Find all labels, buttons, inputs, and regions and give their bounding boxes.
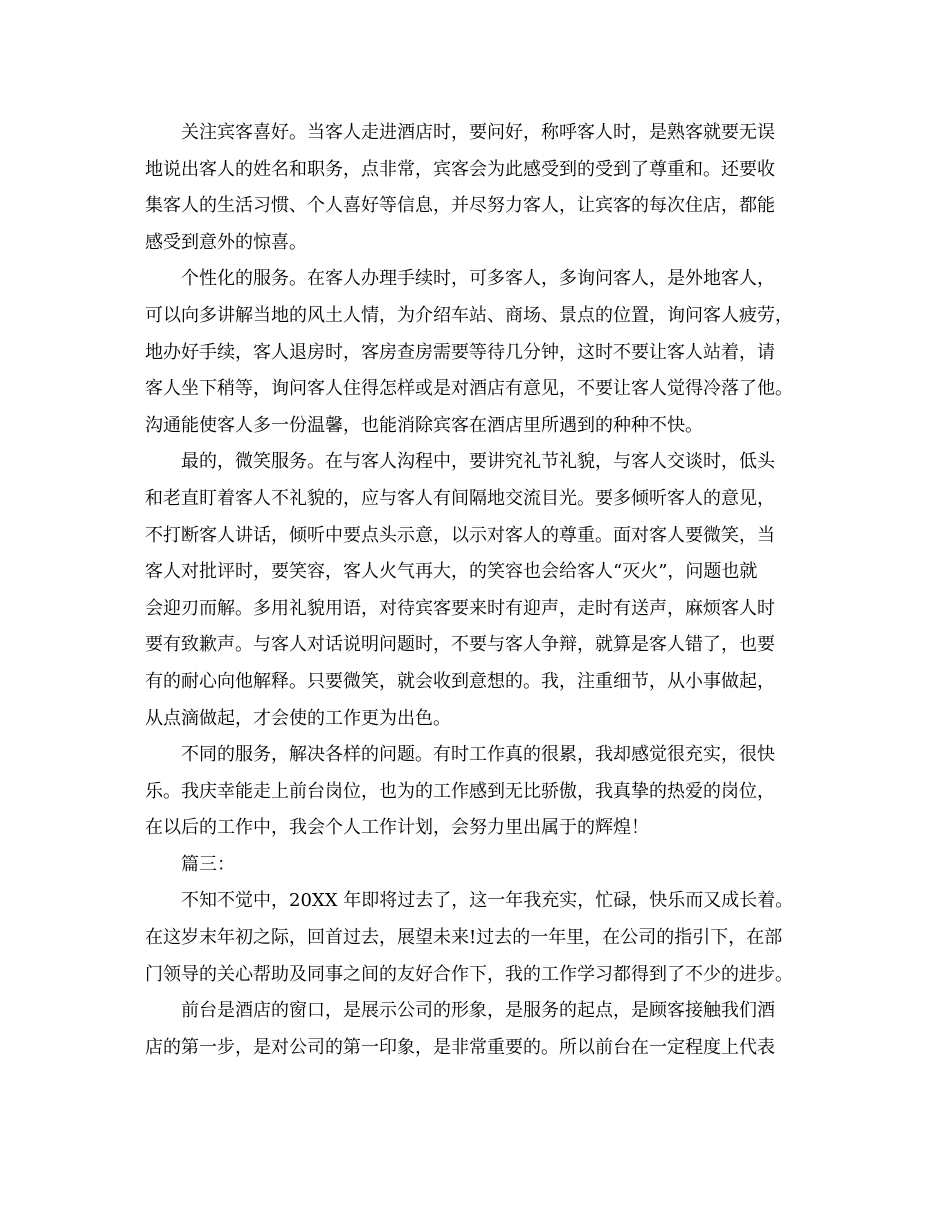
text-line: 门领导的关心帮助及同事之间的友好合作下，我的工作学习都得到了不少的进步。 bbox=[145, 963, 793, 985]
text-line: 最的，微笑服务。在与客人沟程中，要讲究礼节礼貌，与客人交谈时，低头 bbox=[181, 451, 775, 473]
text-line: 地说出客人的姓名和职务，点非常，宾客会为此感受到的受到了尊重和。还要收 bbox=[145, 158, 775, 180]
text-line: 感受到意外的惊喜。 bbox=[145, 231, 307, 253]
text-line: 要有致歉声。与客人对话说明问题时，不要与客人争辩，就算是客人错了，也要 bbox=[145, 634, 775, 656]
text-line: 可以向多讲解当地的风土人情，为介绍车站、商场、景点的位置，询问客人疲劳， bbox=[145, 304, 793, 326]
text-line: 在这岁末年初之际，回首过去，展望未来!过去的一年里，在公司的指引下，在部 bbox=[145, 927, 783, 949]
text-line: 前台是酒店的窗口，是展示公司的形象，是服务的起点，是顾客接触我们酒 bbox=[181, 1000, 775, 1022]
text-line: 沟通能使客人多一份温馨，也能消除宾客在酒店里所遇到的种种不快。 bbox=[145, 414, 703, 436]
text-line: 不知不觉中，20XX 年即将过去了，这一年我充实，忙碌，快乐而又成长着。 bbox=[181, 890, 794, 912]
text-line: 客人对批评时，要笑容，客人火气再大，的笑容也会给客人“灭火”，问题也就 bbox=[145, 561, 758, 583]
text-line: 乐。我庆幸能走上前台岗位，也为的工作感到无比骄傲，我真挚的热爱的岗位， bbox=[145, 780, 775, 802]
text-line: 会迎刃而解。多用礼貌用语，对待宾客要来时有迎声，走时有送声，麻烦客人时 bbox=[145, 597, 775, 619]
text-line: 不同的服务，解决各样的问题。有时工作真的很累，我却感觉很充实，很快 bbox=[181, 744, 775, 766]
text-line: 从点滴做起，才会使的工作更为出色。 bbox=[145, 707, 451, 729]
text-line: 店的第一步，是对公司的第一印象，是非常重要的。所以前台在一定程度上代表 bbox=[145, 1036, 775, 1058]
document-body bbox=[145, 115, 810, 1066]
text-line: 个性化的服务。在客人办理手续时，可多客人，多询问客人，是外地客人， bbox=[181, 268, 775, 290]
text-line: 地办好手续，客人退房时，客房查房需要等待几分钟，这时不要让客人站着，请 bbox=[145, 341, 775, 363]
text-line: 和老直盯着客人不礼貌的，应与客人有间隔地交流目光。要多倾听客人的意见， bbox=[145, 487, 775, 509]
text-line: 在以后的工作中，我会个人工作计划，会努力里出属于的辉煌！ bbox=[145, 817, 649, 839]
text-line: 篇三： bbox=[181, 853, 235, 875]
text-line: 有的耐心向他解释。只要微笑，就会收到意想的。我，注重细节，从小事做起， bbox=[145, 670, 775, 692]
text-line: 客人坐下稍等，询问客人住得怎样或是对酒店有意见，不要让客人觉得冷落了他。 bbox=[145, 378, 793, 400]
text-line: 不打断客人讲话，倾听中要点头示意，以示对客人的尊重。面对客人要微笑，当 bbox=[145, 524, 775, 546]
text-line: 集客人的生活习惯、个人喜好等信息，并尽努力客人，让宾客的每次住店，都能 bbox=[145, 195, 775, 217]
text-line: 关注宾客喜好。当客人走进酒店时，要问好，称呼客人时，是熟客就要无误 bbox=[181, 122, 775, 143]
